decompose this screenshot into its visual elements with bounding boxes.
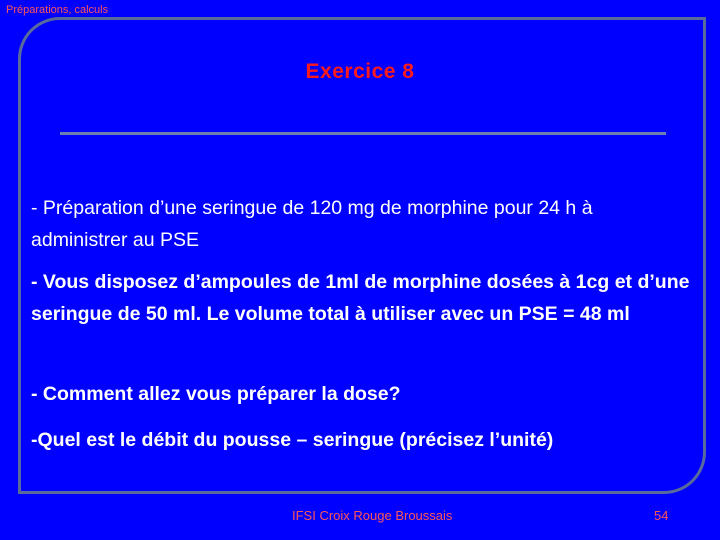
bullet-question-dose: - Comment allez vous préparer la dose? <box>31 383 401 405</box>
slide-header: Préparations, calculs <box>6 4 109 16</box>
page-number: 54 <box>654 508 669 523</box>
slide-footer: IFSI Croix Rouge Broussais <box>292 508 453 523</box>
bullet-preparation: - Préparation d’une seringue de 120 mg de morphine pour 24 h à administrer au PSE <box>31 197 593 251</box>
slide-title: Exercice 8 <box>305 60 415 83</box>
title-divider <box>60 132 666 135</box>
bullet-question-debit: -Quel est le débit du pousse – seringue (précisez l’unité) <box>31 429 554 451</box>
bullet-ampoules: - Vous disposez d’ampoules de 1ml de morphine dosées à 1cg et d’une seringue de 50 ml. Le volume total à utiliser avec un PSE = 48 ml <box>31 271 690 325</box>
